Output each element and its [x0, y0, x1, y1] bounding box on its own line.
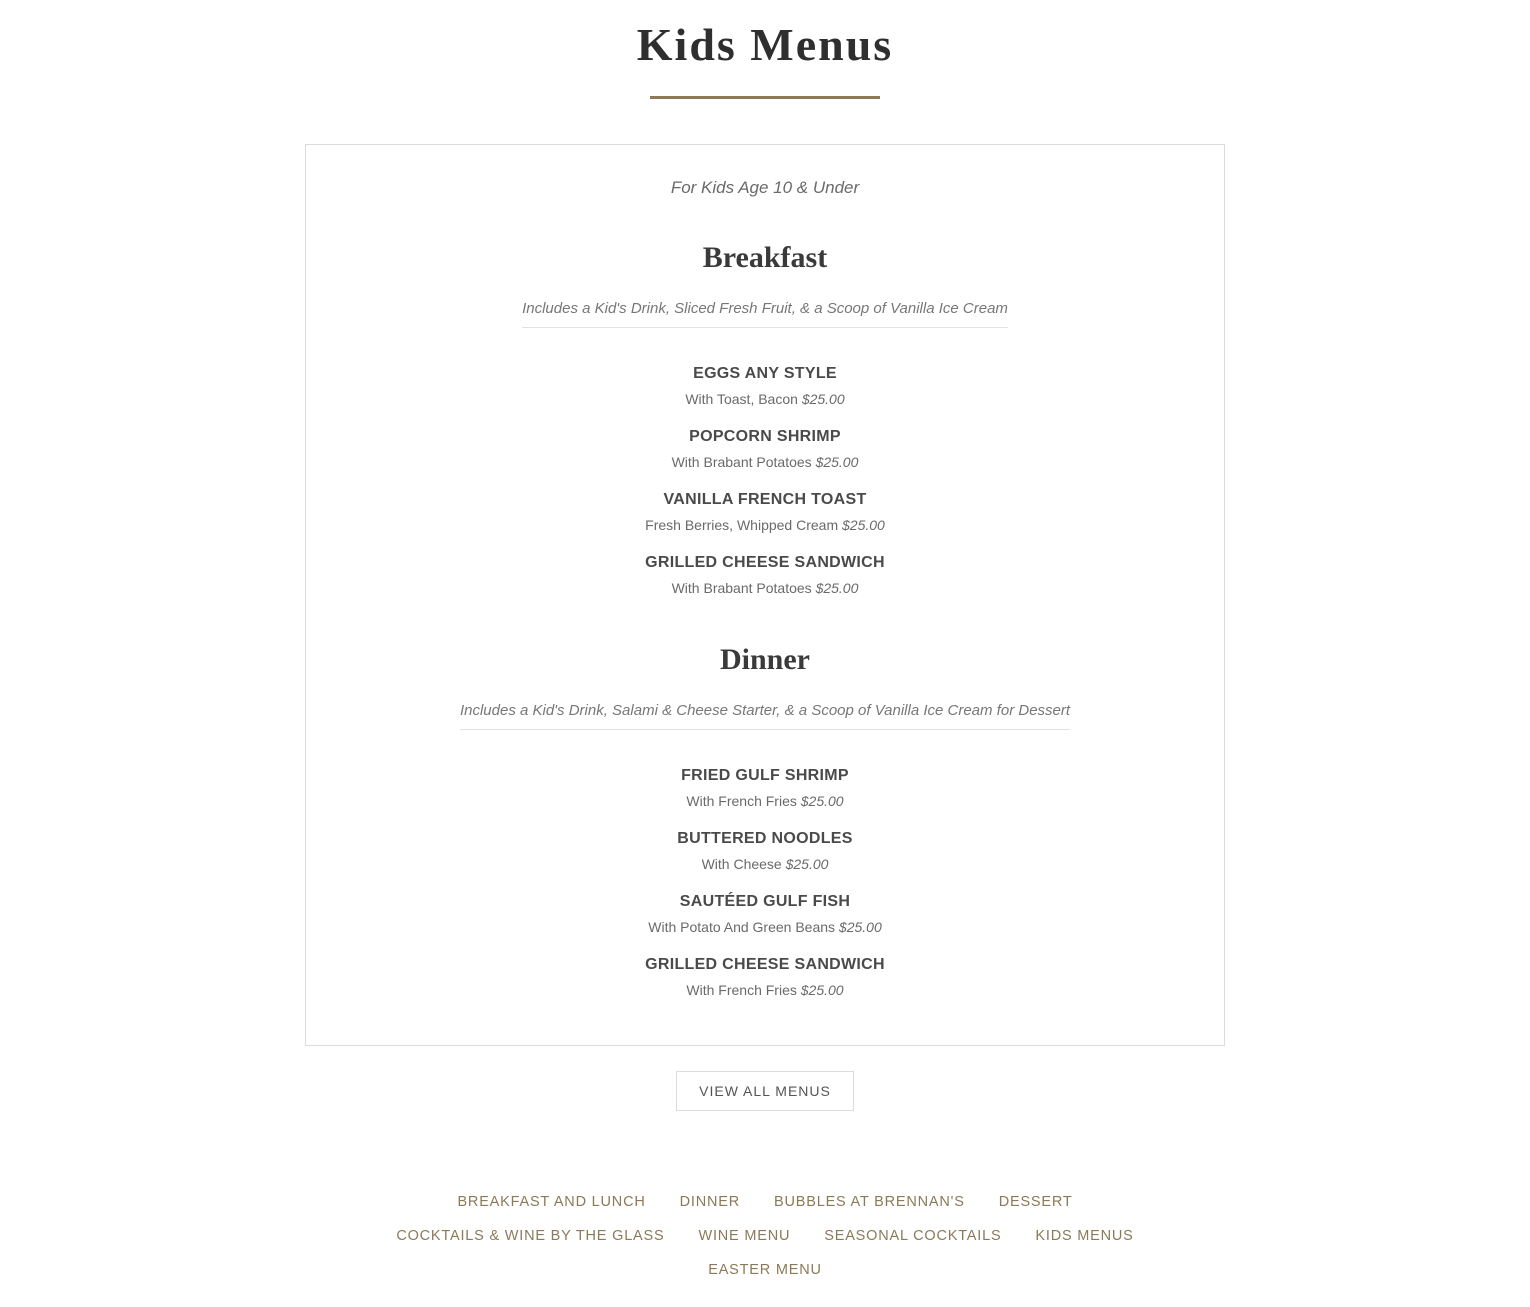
item-name: POPCORN SHRIMP — [689, 428, 841, 445]
item-description: With Potato And Green Beans $25.00 — [648, 919, 882, 935]
title-divider — [650, 96, 880, 99]
item-price: $25.00 — [842, 517, 885, 533]
item-description: With Brabant Potatoes $25.00 — [671, 454, 859, 470]
menu-item — [306, 491, 1224, 533]
nav-link-dinner[interactable]: DINNER — [679, 1194, 741, 1210]
section-note-dinner: Includes a Kid's Drink, Salami & Cheese Starter, & a Scoop of Vanilla Ice Cream for Dessert — [460, 702, 1070, 730]
menu-item — [306, 554, 1224, 596]
item-price: $25.00 — [815, 454, 859, 470]
item-name: GRILLED CHEESE SANDWICH — [645, 554, 885, 571]
nav-link-cocktails-wine[interactable]: COCKTAILS & WINE BY THE GLASS — [396, 1228, 665, 1244]
view-all-menus-button[interactable]: VIEW ALL MENUS — [676, 1071, 854, 1111]
page-title: Kids Menus — [636, 19, 894, 70]
item-price: $25.00 — [800, 982, 844, 998]
nav-link-seasonal-cocktails[interactable]: SEASONAL COCKTAILS — [824, 1228, 1002, 1244]
item-description: With Brabant Potatoes $25.00 — [671, 580, 859, 596]
item-name: SAUTÉED GULF FISH — [679, 893, 851, 910]
nav-link-breakfast-and-lunch[interactable]: BREAKFAST AND LUNCH — [457, 1194, 646, 1210]
item-description: With Cheese $25.00 — [701, 856, 829, 872]
footer-nav-row — [0, 1185, 1530, 1219]
item-price: $25.00 — [800, 793, 844, 809]
item-price: $25.00 — [785, 856, 829, 872]
section-note-breakfast: Includes a Kid's Drink, Sliced Fresh Fruit, & a Scoop of Vanilla Ice Cream — [522, 300, 1008, 328]
item-description: Fresh Berries, Whipped Cream $25.00 — [645, 517, 885, 533]
item-description: With French Fries $25.00 — [686, 982, 844, 998]
item-price: $25.00 — [815, 580, 859, 596]
menu-card — [305, 144, 1225, 1046]
nav-link-wine-menu[interactable]: WINE MENU — [698, 1228, 791, 1244]
menu-item — [306, 893, 1224, 935]
nav-link-kids-menus[interactable]: KIDS MENUS — [1035, 1228, 1134, 1244]
section-title-dinner: Dinner — [720, 643, 810, 676]
item-description: With French Fries $25.00 — [686, 793, 844, 809]
nav-link-dessert[interactable]: DESSERT — [998, 1194, 1073, 1210]
nav-link-easter-menu[interactable]: EASTER MENU — [708, 1262, 822, 1278]
item-price: $25.00 — [838, 919, 882, 935]
nav-link-bubbles[interactable]: BUBBLES AT BRENNAN'S — [774, 1194, 965, 1210]
footer-nav-row — [0, 1253, 1530, 1287]
item-name: VANILLA FRENCH TOAST — [663, 491, 867, 508]
item-price: $25.00 — [801, 391, 845, 407]
menu-item — [306, 767, 1224, 809]
item-name: GRILLED CHEESE SANDWICH — [645, 956, 885, 973]
section-title-breakfast: Breakfast — [702, 241, 828, 274]
menu-item — [306, 830, 1224, 872]
menu-item — [306, 428, 1224, 470]
item-description: With Toast, Bacon $25.00 — [685, 391, 845, 407]
age-note: For Kids Age 10 & Under — [670, 178, 860, 197]
item-name: FRIED GULF SHRIMP — [681, 767, 849, 784]
item-name: BUTTERED NOODLES — [677, 830, 853, 847]
item-name: EGGS ANY STYLE — [693, 365, 837, 382]
footer-nav — [0, 1185, 1530, 1287]
footer-nav-row — [0, 1219, 1530, 1253]
menu-item — [306, 956, 1224, 998]
menu-item — [306, 365, 1224, 407]
